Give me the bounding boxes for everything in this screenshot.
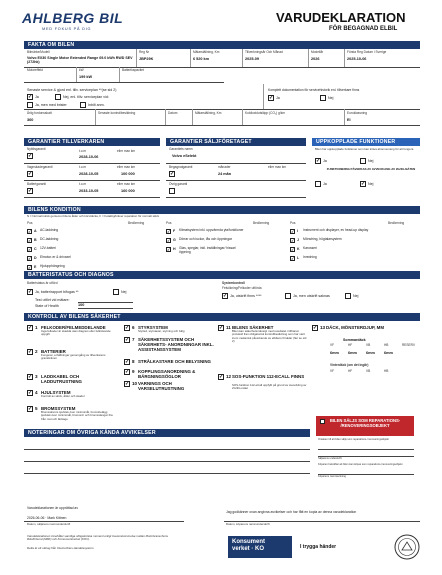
summer-col-label: HB bbox=[384, 343, 389, 347]
safety-item-number: 12 bbox=[226, 373, 232, 379]
repair-reason-label: Orsaken till att bilen säljs som reparations-/ renoveringsobjekt bbox=[318, 438, 389, 441]
safety-item-number: 6 bbox=[132, 324, 135, 330]
mrf-emblem-icon bbox=[394, 534, 420, 560]
network-text: FUNKTIONERNA PÅVERKAS AV AVVECKLING AV 2G/3G-NÄTEN bbox=[326, 167, 416, 171]
condition-code: J bbox=[297, 238, 299, 242]
slogan: I trygga händer bbox=[300, 544, 337, 550]
safety-item-title: BATTERIER bbox=[41, 349, 66, 354]
summer-col-value: 6mm bbox=[384, 351, 393, 355]
tax-value: 360 bbox=[27, 118, 34, 122]
safety-checkbox[interactable]: ✓ bbox=[219, 374, 224, 380]
condition-checkbox[interactable]: ✓ bbox=[291, 255, 295, 261]
connected-functions-header: UPPKOPPLADE FUNKTIONER bbox=[312, 138, 420, 146]
safety-item-title: SÄKERHETSSYSTEM OCH SÄKERHETS- ANORDNINGAR INKL. ASSISTANSSYSTEM bbox=[138, 337, 214, 352]
power-label: Motoreffekt bbox=[27, 68, 43, 72]
system-no-label: Nej bbox=[353, 294, 359, 298]
repair-object-checkbox[interactable] bbox=[320, 419, 325, 424]
condition-code: D bbox=[34, 256, 37, 260]
condition-label: Elmotor-er & drivaxel bbox=[40, 255, 71, 259]
inspection-label: Inbilt anm. bbox=[88, 103, 105, 107]
winter-col-label: VB bbox=[366, 369, 371, 373]
docs-label: Komplett dokumentation för servicehistorik enl. tillverkare finns bbox=[268, 88, 360, 92]
safety-item-title: STYRSYSTEM bbox=[138, 325, 168, 330]
safety-checkbox[interactable]: ✓ bbox=[125, 359, 130, 365]
seller-warranty-type-label: Garantiets namn bbox=[169, 147, 193, 151]
bed-label-2: Bedömning bbox=[253, 221, 270, 225]
brand-tagline: MED FOKUS PÅ DIG bbox=[42, 27, 92, 31]
bed-label-1: Bedömning bbox=[128, 221, 145, 225]
kw-label: kW bbox=[79, 68, 84, 72]
network-yes-checkbox[interactable] bbox=[315, 181, 321, 187]
safety-item-number: 10 bbox=[132, 380, 138, 386]
condition-code: K bbox=[297, 247, 300, 251]
winter-col-label: HB bbox=[384, 369, 389, 373]
condition-code: E bbox=[34, 265, 37, 269]
reg-value: JBP29K bbox=[139, 57, 154, 61]
condition-label: Hjulupphängning bbox=[40, 264, 65, 268]
new-or-label: eller max km bbox=[117, 149, 136, 153]
made-by-label: Varudeklarationen är upprättad av bbox=[27, 506, 79, 510]
fakta-header: FAKTA OM BILEN bbox=[24, 41, 420, 49]
battery-to-label: t.o.m bbox=[79, 182, 87, 186]
other-warranty-checkbox[interactable] bbox=[169, 188, 175, 194]
condition-label: 12V-batteri bbox=[40, 246, 56, 250]
safety-item-title: LADDKABEL OCH LADDUTRUSTNING bbox=[41, 374, 82, 384]
repair-seller-sign: Säljarens underskrift bbox=[318, 457, 342, 460]
safety-checkbox[interactable]: ✓ bbox=[28, 325, 33, 331]
soh-value: 100 bbox=[78, 303, 85, 307]
used-warranty-label: Begagnatgaranti bbox=[169, 165, 193, 169]
repair-object-title: BILEN SÄLJS SOM REPARATIONS- /RENOVERINGSOBJEKT bbox=[329, 418, 401, 428]
safety-checkbox[interactable]: ✓ bbox=[219, 325, 224, 331]
safety-item-number: 8 bbox=[132, 358, 135, 364]
safety-header: KONTROLL AV BILENS SÄKERHET bbox=[24, 313, 420, 321]
battery-status-header: BATTERISTATUS OCH DIAGNOS bbox=[24, 271, 420, 279]
warranty-manufacturer-header: GARANTIER TILLVERKAREN bbox=[24, 138, 160, 146]
euro-value: El bbox=[347, 118, 351, 122]
condition-label: Karosseri bbox=[303, 246, 317, 250]
condition-checkbox[interactable]: ✓ bbox=[167, 237, 171, 243]
system-no-checkbox[interactable] bbox=[345, 293, 351, 299]
battery-warranty-checkbox[interactable]: ✓ bbox=[28, 188, 33, 194]
months-label: månader bbox=[218, 165, 231, 169]
connected-yes-checkbox[interactable]: ✓ bbox=[316, 158, 321, 164]
notes-header: NOTERINGAR OM ÖVRIGA KÄNDA AVVIKELSER bbox=[24, 429, 310, 437]
safety-item-title: VARNINGS OCH VARSELUTRUSTNING bbox=[138, 381, 185, 391]
connected-text: Bilen har uppkopplade funktioner som kan kräva abonnemang för att fungera bbox=[315, 147, 414, 151]
safety-item-text: SOS-funktion 112-eCall uppfyllt på grund av avveckling av 2G/3G-nätet bbox=[232, 383, 307, 391]
reg-label: Reg Nr bbox=[139, 50, 150, 54]
summer-col-value: 6mm bbox=[366, 351, 375, 355]
used-warranty-checkbox[interactable]: ✓ bbox=[170, 171, 175, 177]
brand-logo: AHLBERG BIL bbox=[22, 10, 124, 26]
safety-item-text: Fungerar, erhållningar genomgång av tillverkarens granskräven bbox=[41, 353, 106, 361]
new-warranty-label: Nybilsgaranti bbox=[27, 147, 46, 151]
condition-header: BILENS KONDITION bbox=[24, 206, 420, 214]
condition-code: H bbox=[173, 247, 176, 251]
system-check-sub: Felsökning/Felkoder utförda bbox=[222, 286, 262, 290]
service-brister-label: Ja, men med brister bbox=[35, 103, 67, 107]
condition-label: Inredning bbox=[303, 255, 317, 259]
condition-legend: N = Normalt skick gentemot bilens ålder och körsträcka, F = Felaktig/kräver reparation för normalt skick bbox=[27, 214, 160, 218]
battery-to-value: 2033-10-05 bbox=[79, 189, 99, 193]
safety-item-text: Bilen kan säkerhetsmässigt med resultatet i tillhanat protokoll fran obligatorisk kontrollbesiktning som har varit inom mekanisk påverkande av elbilens fördelar (fler se sid 2) bbox=[232, 329, 307, 344]
new-to-label: t.o.m bbox=[79, 149, 87, 153]
condition-code: L bbox=[297, 256, 300, 260]
safety-checkbox[interactable]: ✓ bbox=[28, 349, 33, 355]
mileage-value: 6 520 km bbox=[193, 57, 210, 61]
system-check-label: Systemkontroll bbox=[222, 281, 246, 285]
safety-item-title: DÄCK, MÖNSTERDJUP, MM bbox=[326, 325, 384, 330]
summer-col-label: VF bbox=[330, 343, 335, 347]
seller-date-sign: 2026-06-06 · Mark Kittnen bbox=[27, 516, 67, 520]
condition-checkbox[interactable]: ✓ bbox=[28, 228, 32, 234]
service-brister-checkbox[interactable] bbox=[27, 102, 33, 108]
buyer-sign-label: Datum, köparens namnunderskrift bbox=[226, 522, 270, 526]
condition-label: Glas, speglar, inkl. inställningar/ hissar/öppning bbox=[179, 246, 236, 254]
modelyear-label: Modellår bbox=[311, 50, 324, 54]
pos-label-1: Pos bbox=[27, 221, 33, 225]
safety-item-title: BROMSSYSTEM bbox=[41, 406, 76, 411]
condition-checkbox[interactable]: ✓ bbox=[28, 255, 32, 261]
months-value: 24 mån bbox=[218, 172, 232, 176]
seller-or-label: eller max km bbox=[268, 165, 287, 169]
mileage2-label: Mätarställning, Km bbox=[195, 111, 222, 115]
summer-col-value: 6mm bbox=[348, 351, 357, 355]
service-yes-checkbox[interactable]: ✓ bbox=[28, 94, 33, 100]
safety-item-number: 9 bbox=[132, 368, 135, 374]
safety-checkbox[interactable]: ✓ bbox=[125, 381, 130, 387]
road-to-value: 2028-10-05 bbox=[79, 172, 99, 176]
safety-item-text: Kontroll av skick, ålder och skador bbox=[41, 394, 85, 398]
battery-status-yes-label: Ja, batterirapport bifogas ** bbox=[35, 290, 79, 294]
condition-checkbox[interactable]: ✓ bbox=[291, 237, 295, 243]
condition-label: Mönstring, högtalarsystem bbox=[303, 237, 342, 241]
safety-item-number: 4 bbox=[35, 389, 38, 395]
battery-status-no-label: Nej bbox=[121, 290, 127, 294]
safety-item-number: 1 bbox=[35, 324, 38, 330]
condition-checkbox[interactable]: ✓ bbox=[167, 228, 171, 234]
battery-warranty-label: Batterigaranti bbox=[27, 182, 46, 186]
condition-label: Dörrar och luckor, lås och öppningar bbox=[179, 237, 232, 241]
firstdate-label: Första Reg Datum i Sverige bbox=[347, 50, 387, 54]
condition-checkbox[interactable]: ✓ bbox=[28, 246, 32, 252]
kov-line-2: verket · KO bbox=[232, 546, 265, 552]
tax-label: Årlig fordonsskatt bbox=[27, 111, 52, 115]
road-km-value: 100 000 bbox=[121, 172, 135, 176]
battery-cap-label: Batterikapacitet bbox=[122, 68, 144, 72]
battery-km-value: 160 000 bbox=[121, 189, 135, 193]
safety-checkbox[interactable]: ✓ bbox=[28, 374, 33, 380]
service-no-label: Nej, enl. tillv. serviceplan vid: bbox=[63, 95, 109, 99]
condition-code: C bbox=[34, 247, 37, 251]
docs-yes-label: Ja bbox=[276, 96, 280, 100]
battery-or-label: eller max km bbox=[117, 182, 136, 186]
condition-label: AC-laddning bbox=[40, 228, 59, 232]
model-value: Volvo EX30 Single Motor Extended Range 69.0 kWh RWD SEV (272hk) bbox=[27, 56, 133, 65]
connected-yes-label: Ja bbox=[323, 159, 327, 163]
system-yes-label: Ja, utskrift finns **** bbox=[230, 294, 262, 298]
condition-code: B bbox=[34, 238, 37, 242]
safety-item-title: FELKODER/FELMEDDELANDE bbox=[41, 325, 106, 330]
winter-col-label: VF bbox=[330, 369, 335, 373]
inspection-checkbox[interactable] bbox=[80, 102, 86, 108]
page-title: VARUDEKLARATION bbox=[276, 10, 406, 25]
safety-checkbox[interactable]: ✓ bbox=[125, 369, 130, 375]
safety-item-text: Inga felkoder är skadda utan diagnos eller felkrävande uppgift bbox=[41, 329, 111, 337]
network-no-label: Nej bbox=[368, 182, 374, 186]
winter-tires-label: Vinterdäck (om det ingår) bbox=[330, 363, 369, 367]
docs-no-checkbox[interactable] bbox=[320, 95, 326, 101]
docs-no-label: Nej bbox=[328, 96, 334, 100]
warranty-seller-header: GARANTIER SÄLJFÖRETAGET bbox=[166, 138, 306, 146]
repair-buyer-sign: Köparens namnteckning bbox=[318, 475, 346, 478]
summer-col-label: VB bbox=[366, 343, 371, 347]
road-warranty-checkbox[interactable]: ✓ bbox=[28, 171, 33, 177]
condition-checkbox[interactable]: ✓ bbox=[167, 246, 171, 252]
battery-test-label: Test utfört vid mätare: bbox=[35, 298, 70, 302]
kov-line-1: Konsument bbox=[232, 539, 265, 545]
konsumentverket-logo bbox=[228, 536, 292, 558]
page-subtitle: FÖR BEGAGNAD ELBIL bbox=[329, 26, 398, 32]
safety-item-number: 3 bbox=[35, 373, 38, 379]
buyer-accept-text: Jag godkänner ovan angivna avvikelser och har fått en kopia av denna varudeklaration bbox=[226, 510, 357, 514]
repair-object-banner bbox=[316, 416, 414, 436]
co2-label: Koldioxidutsläpp (CO₂) g/km bbox=[245, 111, 286, 115]
condition-code: F bbox=[173, 229, 176, 233]
winter-col-label: HF bbox=[348, 369, 353, 373]
docs-yes-checkbox[interactable]: ✓ bbox=[269, 95, 274, 101]
safety-item-number: 7 bbox=[132, 336, 135, 342]
repair-buyer-text: Köparen bekräftar att bilen kan köpas som reparations-/renoveringsobjekt bbox=[318, 463, 403, 466]
condition-checkbox[interactable]: ✓ bbox=[291, 228, 295, 234]
condition-code: I bbox=[297, 229, 298, 233]
safety-item-number: 11 bbox=[226, 324, 231, 330]
system-yes2-checkbox[interactable] bbox=[285, 293, 291, 299]
safety-item-title: BILENS SÄKERHET bbox=[232, 325, 274, 330]
safety-item-text: Styrled, styrstavar, styrning och bälg bbox=[138, 329, 185, 333]
safety-item-title: KOPPLINGSANORDNING & BÄRGNINGSÖGLOR bbox=[138, 369, 196, 379]
service-label: Senaste service & gjord enl. tillv. serviceplan **(se sid 2) bbox=[27, 88, 117, 92]
safety-item-number: 5 bbox=[35, 405, 38, 411]
condition-code: A bbox=[34, 229, 37, 233]
summer-col-label: RESERV bbox=[402, 343, 416, 347]
new-to-value: 2028-10-06 bbox=[79, 155, 99, 159]
firstreg-value: 2025-09 bbox=[245, 57, 259, 61]
other-warranty-label: Övrig garanti bbox=[169, 182, 188, 186]
safety-checkbox[interactable]: ✓ bbox=[28, 390, 33, 396]
connected-no-checkbox[interactable] bbox=[360, 158, 366, 164]
condition-label: Klimatsystem inkl. uppvärmda yta/funktioner bbox=[179, 228, 244, 232]
legal-text: Varudeklarationen innehåller samtliga obligatoriska moment enligt överenskommelse mellan Motorbranschens Riksförbund (MRF) och Konsumentverket (KOV). bbox=[27, 534, 168, 542]
last-inspection-label: Senaste kontrollbesiktning bbox=[98, 111, 136, 115]
network-no-checkbox[interactable]: ✓ bbox=[361, 181, 366, 187]
condition-checkbox[interactable]: ✓ bbox=[28, 264, 32, 270]
safety-item-number: 13 bbox=[320, 324, 326, 330]
summer-col-label: HF bbox=[348, 343, 353, 347]
safety-item-title: STRÅLKASTARE OCH BELYSNING bbox=[138, 359, 211, 364]
new-warranty-checkbox[interactable]: ✓ bbox=[28, 153, 33, 159]
safety-item-title: SOS-FUNKTION 112-ECALL FINNS bbox=[232, 374, 305, 379]
safety-checkbox[interactable]: ✓ bbox=[125, 325, 130, 331]
euro-label: Euroklassning bbox=[347, 111, 368, 115]
system-yes-checkbox[interactable]: ✓ bbox=[223, 293, 228, 299]
date-label: Datum bbox=[168, 111, 178, 115]
battery-status-yes-checkbox[interactable]: ✓ bbox=[28, 289, 33, 295]
service-no-checkbox[interactable] bbox=[55, 94, 61, 100]
seller-warranty-type-value: Volvo eSelekt bbox=[172, 154, 197, 158]
firstreg-label: Tillverkningsår Och Månad bbox=[245, 50, 283, 54]
bed-label-3: Bedömning bbox=[388, 221, 405, 225]
system-yes2-label: Ja, men utskrift saknas bbox=[293, 294, 330, 298]
pos-label-3: Pos bbox=[290, 221, 296, 225]
condition-label: DC-laddning bbox=[40, 237, 59, 241]
service-yes-label: Ja bbox=[35, 95, 39, 99]
safety-checkbox[interactable]: ✓ bbox=[125, 337, 130, 343]
safety-item-text: Bromsskivors tjocklek över minimimål, bromsbelägg tjocklek över minimimål, bromsrör och bromsslangar fria från rost och läckage bbox=[41, 410, 113, 421]
road-warranty-label: Vagnskadegaranti bbox=[27, 165, 53, 169]
model-label: Bilmärke/Modell bbox=[27, 50, 50, 54]
pos-label-2: Pos bbox=[166, 221, 172, 225]
modelyear-value: 2026 bbox=[311, 57, 320, 61]
summer-tires-label: Sommardäck bbox=[343, 338, 366, 342]
mileage-label: Mätarställning, Km bbox=[193, 50, 220, 54]
condition-checkbox[interactable]: ✓ bbox=[28, 237, 32, 243]
condition-code: G bbox=[173, 238, 176, 242]
condition-label: Instrument och displayer, ev head-up display bbox=[303, 228, 369, 232]
soh-label: State of Health bbox=[35, 304, 59, 308]
safety-item-number: 2 bbox=[35, 348, 38, 354]
legal-text-2: Detta är ett utdrag från InternetCars Handelssystem. bbox=[27, 546, 95, 550]
firstdate-value: 2025-10-06 bbox=[347, 57, 367, 61]
road-to-label: t.o.m bbox=[79, 165, 87, 169]
condition-checkbox[interactable]: ✓ bbox=[291, 246, 295, 252]
summer-col-value: 6mm bbox=[330, 351, 339, 355]
safety-item-title: HJULSYSTEM bbox=[41, 390, 71, 395]
kw-value: 199 kW bbox=[79, 75, 93, 79]
safety-checkbox[interactable]: ✓ bbox=[28, 406, 33, 412]
connected-no-label: Nej bbox=[368, 159, 374, 163]
battery-status-no-checkbox[interactable] bbox=[113, 289, 119, 295]
safety-checkbox[interactable]: ✓ bbox=[313, 325, 318, 331]
road-or-label: eller max km bbox=[117, 165, 136, 169]
battery-status-label: Batteristatus är utförd bbox=[27, 281, 58, 285]
seller-sign-label: Datum, säljarens namnunderskrift bbox=[27, 522, 71, 526]
network-yes-label: Ja bbox=[323, 182, 327, 186]
